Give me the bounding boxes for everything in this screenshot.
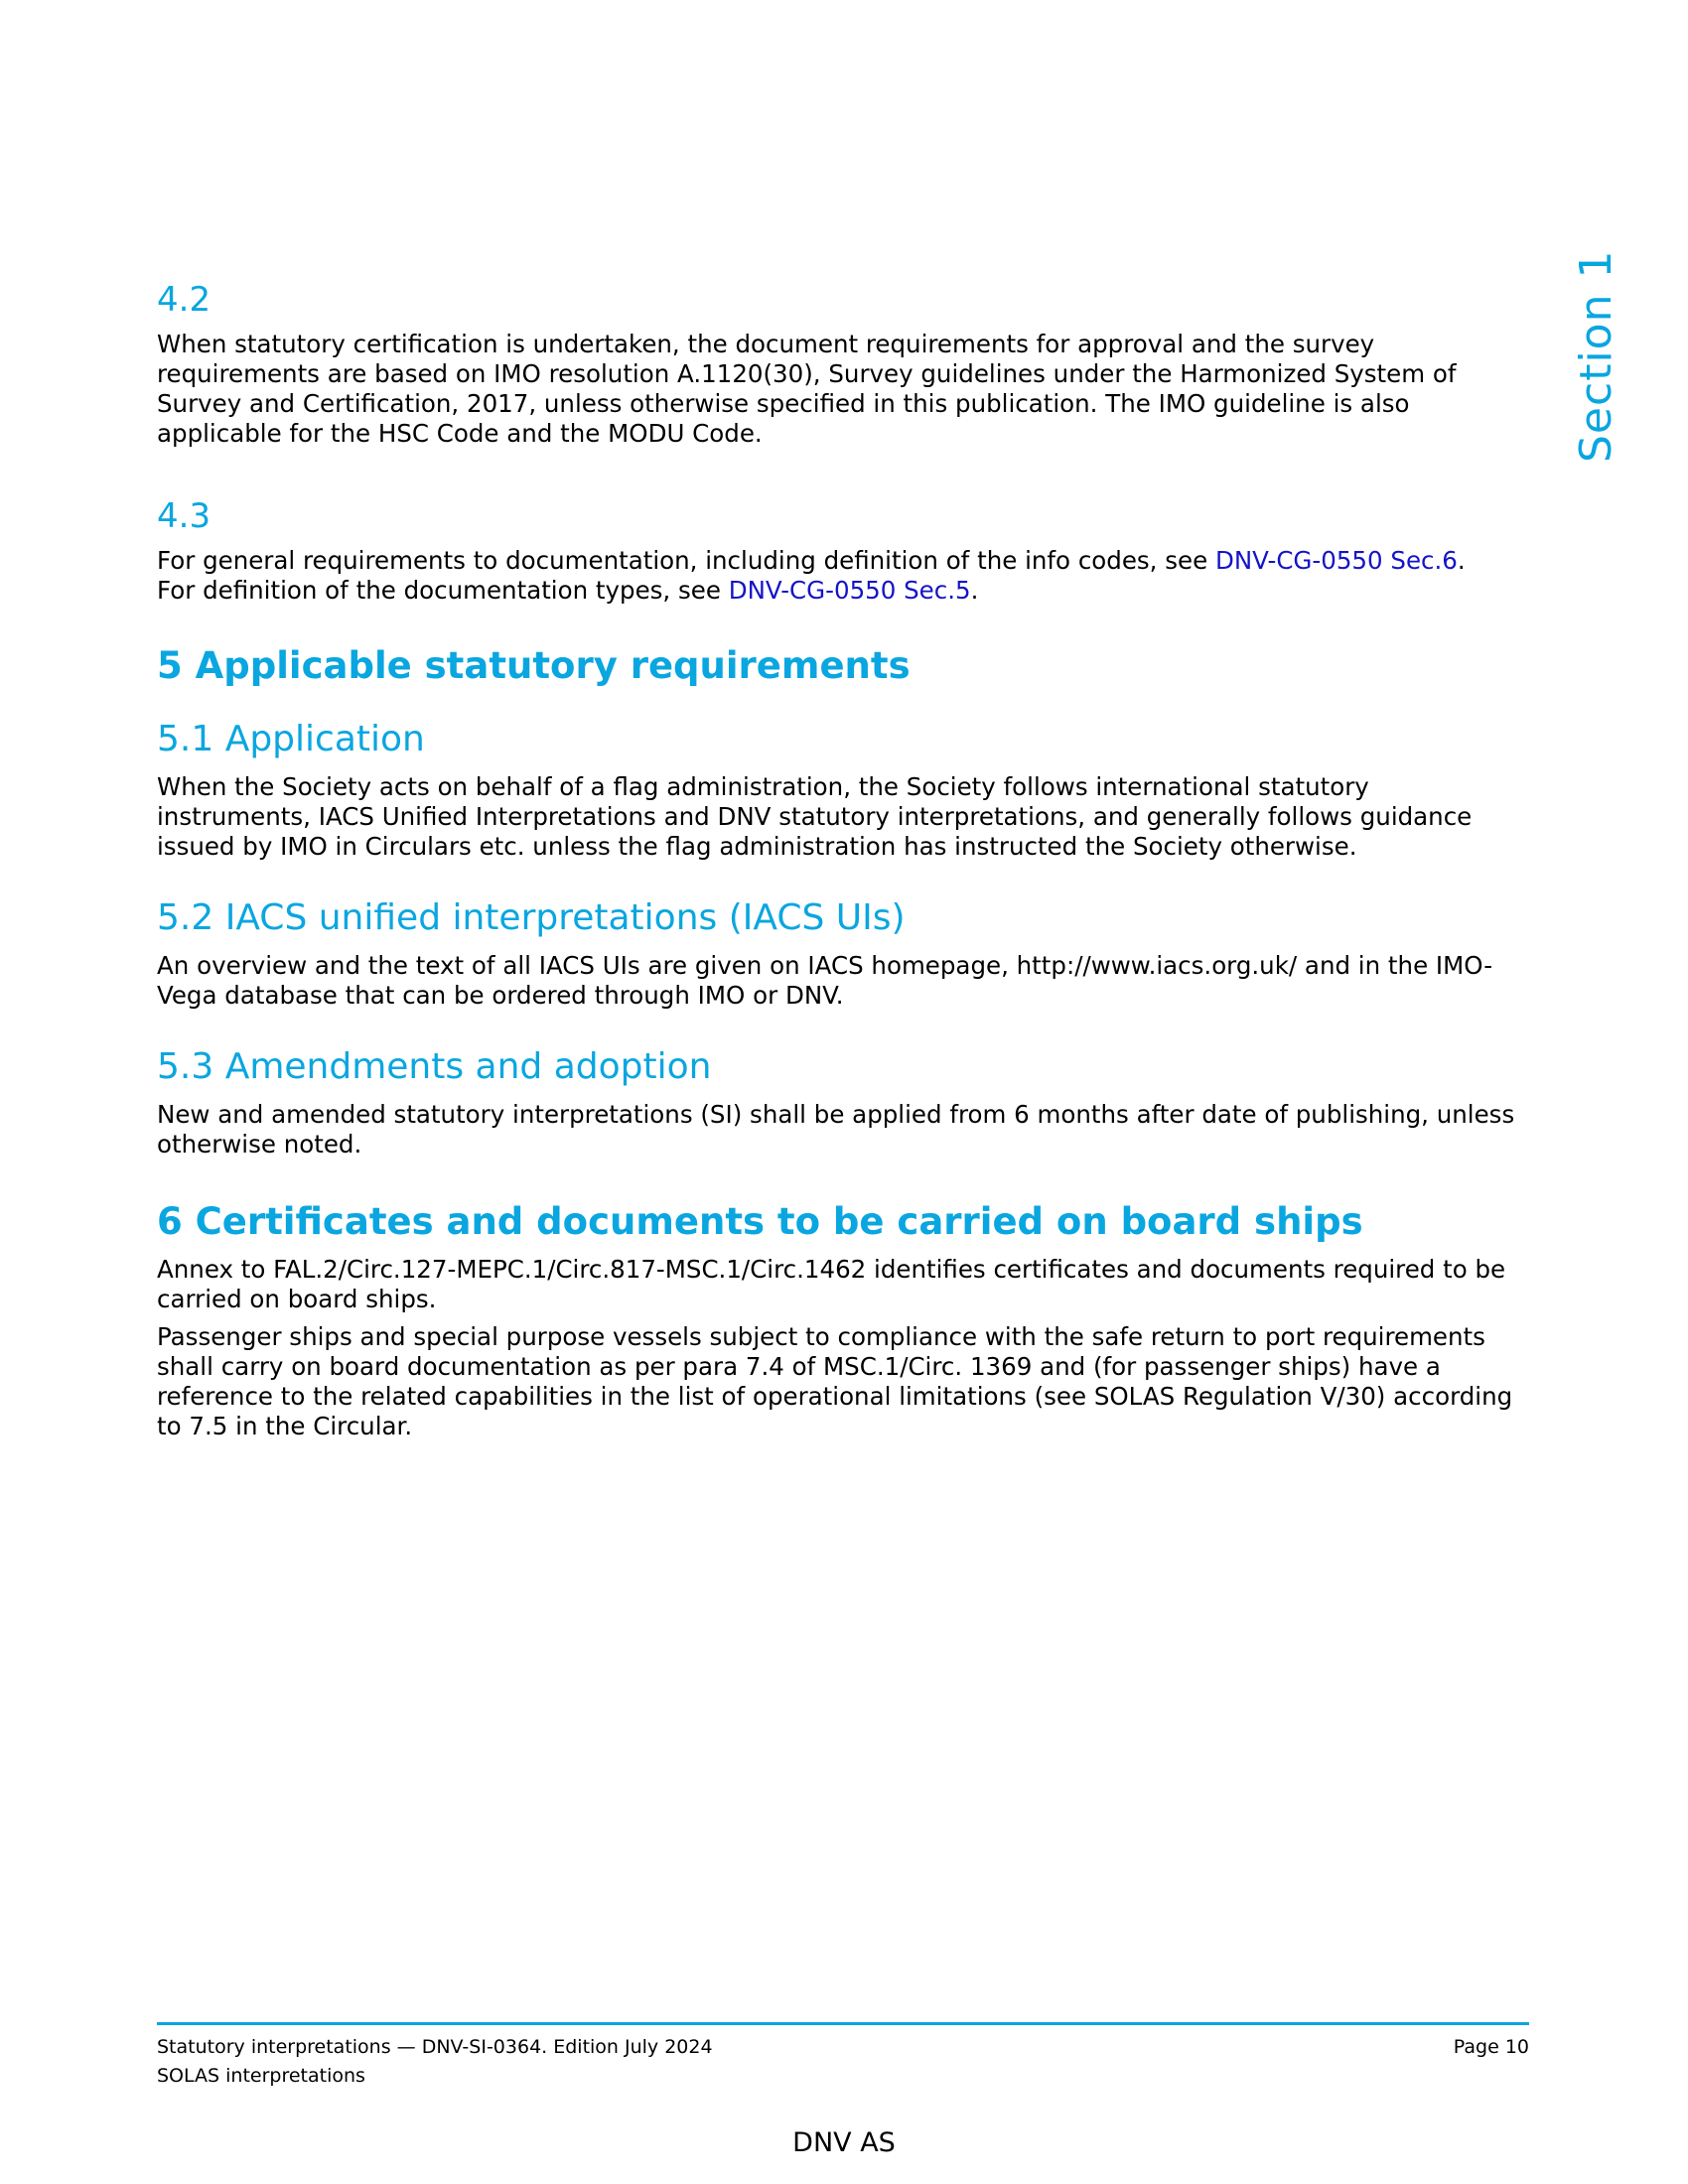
heading-5-3: 5.3 Amendments and adoption xyxy=(157,1046,712,1087)
heading-6: 6 Certificates and documents to be carried on board ships xyxy=(157,1200,1363,1243)
paragraph-5-2: An overview and the text of all IACS UIs are given on IACS homepage, http://www.iacs.org.uk/ and in the IMO-Vega database that can be ordered through IMO or DNV. xyxy=(157,951,1493,1010)
heading-4-2: 4.2 xyxy=(157,280,211,320)
section-tab xyxy=(1567,249,1626,473)
footer-divider xyxy=(157,2022,1529,2025)
footer-subtitle: SOLAS interpretations xyxy=(157,2065,365,2087)
link-cg-0550-sec5[interactable]: DNV-CG-0550 Sec.5 xyxy=(728,576,971,605)
publisher-name: DNV AS xyxy=(792,2127,896,2158)
text-4-3-line1: For general requirements to documentation, including definition of the info codes, see xyxy=(157,546,1215,575)
text-4-3-line1-end: . xyxy=(1457,546,1466,575)
text-4-3-line2: For definition of the documentation types, see xyxy=(157,576,729,605)
paragraph-4-3 xyxy=(157,546,1527,606)
heading-5: 5 Applicable statutory requirements xyxy=(157,644,911,687)
link-cg-0550-sec6[interactable]: DNV-CG-0550 Sec.6 xyxy=(1214,546,1458,575)
heading-5-2: 5.2 IACS unified interpretations (IACS UIs) xyxy=(157,897,906,938)
section-tab-label: Section 1 xyxy=(1571,249,1621,463)
footer-doc-title: Statutory interpretations — DNV-SI-0364. Edition July 2024 xyxy=(157,2036,713,2058)
paragraph-4-2: When statutory certification is undertaken, the document requirements for approval and the survey requirements are based on IMO resolution A.1120(30), Survey guidelines under the Harmonized System of Survey and Certification, 2017, unless otherwise specified in this publication. The IMO guideline is also applicable for the HSC Code and the MODU Code. xyxy=(157,330,1457,448)
page-footer xyxy=(157,2033,1529,2091)
heading-5-1: 5.1 Application xyxy=(157,719,425,759)
footer-page-number: Page 10 xyxy=(1453,2036,1529,2058)
text-4-3-line2-end: . xyxy=(970,576,979,605)
heading-4-3: 4.3 xyxy=(157,496,211,536)
paragraph-5-3: New and amended statutory interpretations (SI) shall be applied from 6 months after date of publishing, unless otherwise noted. xyxy=(157,1100,1515,1159)
document-body xyxy=(157,268,1527,1449)
paragraph-5-1: When the Society acts on behalf of a flag administration, the Society follows international statutory instruments, IACS Unified Interpretations and DNV statutory interpretations, and generally follows guidance issued by IMO in Circulars etc. unless the flag administration has instructed the Society otherwise. xyxy=(157,772,1473,861)
paragraph-6-1: Annex to FAL.2/Circ.127-MEPC.1/Circ.817-MSC.1/Circ.1462 identifies certificates and documents required to be carried on board ships. xyxy=(157,1255,1506,1313)
paragraph-6-2: Passenger ships and special purpose vessels subject to compliance with the safe return to port requirements shall carry on board documentation as per para 7.4 of MSC.1/Circ. 1369 and (for passenger ships) have a reference to the related capabilities in the list of operational limitations (see SOLAS Regulation V/30) according to 7.5 in the Circular. xyxy=(157,1322,1513,1440)
